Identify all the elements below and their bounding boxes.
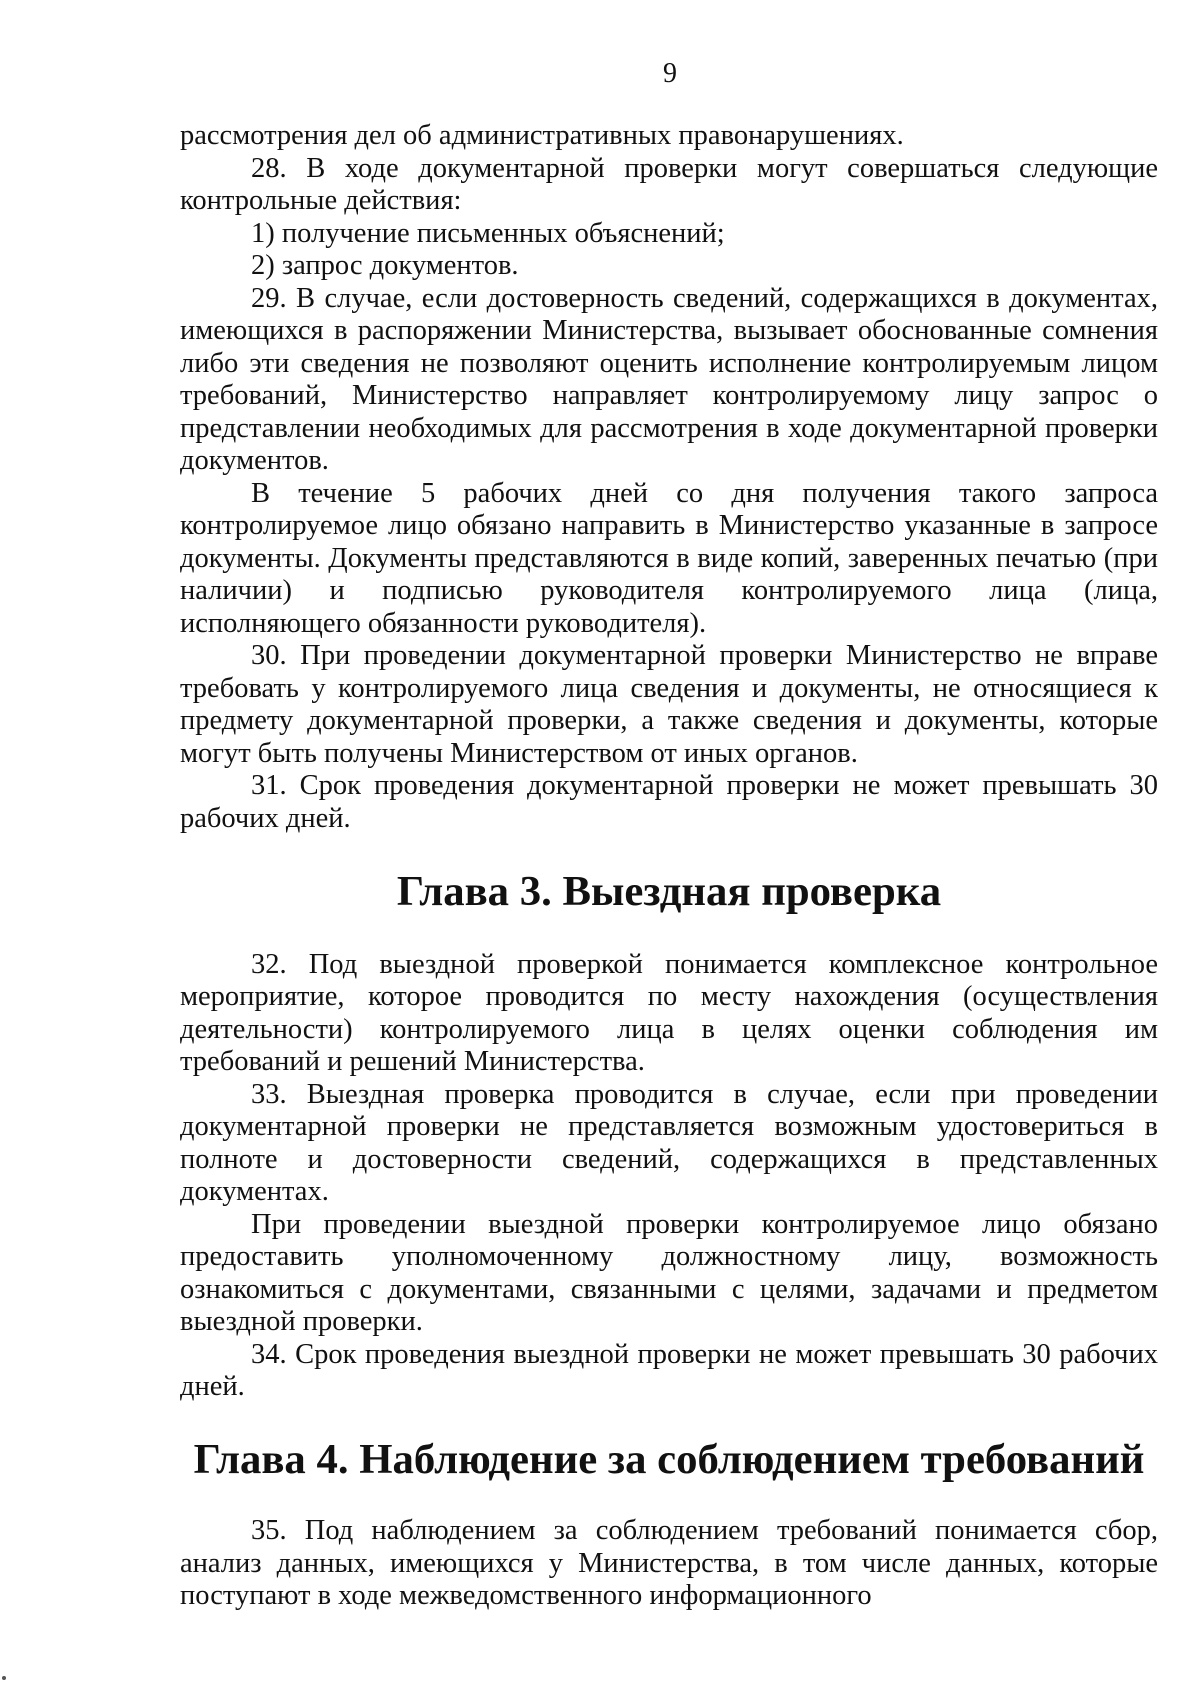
document-body <box>180 120 1158 1613</box>
list-item-28-1: 1) получение письменных объяснений; <box>251 217 725 249</box>
paragraph-29-continued: В течение 5 рабочих дней со дня получения такого запроса контролируемое лицо обязано направить в Министерство указанные в запросе документы. Документы представляются в виде копий, заверенных печатью (при наличии) и подписью руководителя контролируемого лица (лица, исполняющего обязанности руководителя). <box>180 477 1158 639</box>
paragraph-31: 31. Срок проведения документарной проверки не может превышать 30 рабочих дней. <box>180 770 1158 834</box>
paragraph-33: 33. Выездная проверка проводится в случае, если при проведении документарной проверки не представляется возможным удостовериться в полноте и достоверности сведений, содержащихся в представленных документах. <box>180 1078 1158 1207</box>
paragraph-32: 32. Под выездной проверкой понимается комплексное контрольное мероприятие, которое проводится по месту нахождения (осуществления деятельности) контролируемого лица в целях оценки соблюдения им требований и решений Министерства. <box>180 948 1158 1077</box>
scan-artifact <box>2 1676 6 1680</box>
paragraph-30: 30. При проведении документарной проверки Министерство не вправе требовать у контролируемого лица сведения и документы, не относящиеся к предмету документарной проверки, а также сведения и документы, которые могут быть получены Министерством от иных органов. <box>180 640 1158 769</box>
page-number: 9 <box>663 58 677 89</box>
list-item-28-2: 2) запрос документов. <box>251 250 519 281</box>
paragraph-34: 34. Срок проведения выездной проверки не может превышать 30 рабочих дней. <box>180 1338 1158 1402</box>
paragraph-33-continued: При проведении выездной проверки контролируемое лицо обязано предоставить уполномоченному должностному лицу, возможность ознакомиться с документами, связанными с целями, задачами и предметом выездной проверки. <box>180 1208 1158 1337</box>
paragraph-29: 29. В случае, если достоверность сведений, содержащихся в документах, имеющихся в распоряжении Министерства, вызывает обоснованные сомнения либо эти сведения не позволяют оценить исполнение контролируемым лицом требований, Министерство направляет контролируемому лицу запрос о представлении необходимых для рассмотрения в ходе документарной проверки документов. <box>180 282 1158 476</box>
paragraph-28: 28. В ходе документарной проверки могут совершаться следующие контрольные действия: <box>180 152 1158 216</box>
chapter-3-heading: Глава 3. Выездная проверка <box>396 868 942 915</box>
paragraph-35: 35. Под наблюдением за соблюдением требований понимается сбор, анализ данных, имеющихся у Министерства, в том числе данных, которые поступают в ходе межведомственного информационного <box>180 1515 1158 1611</box>
chapter-4-heading: Глава 4. Наблюдение за соблюдением требований <box>193 1435 1145 1483</box>
paragraph-continuation: рассмотрения дел об административных правонарушениях. <box>180 120 904 151</box>
